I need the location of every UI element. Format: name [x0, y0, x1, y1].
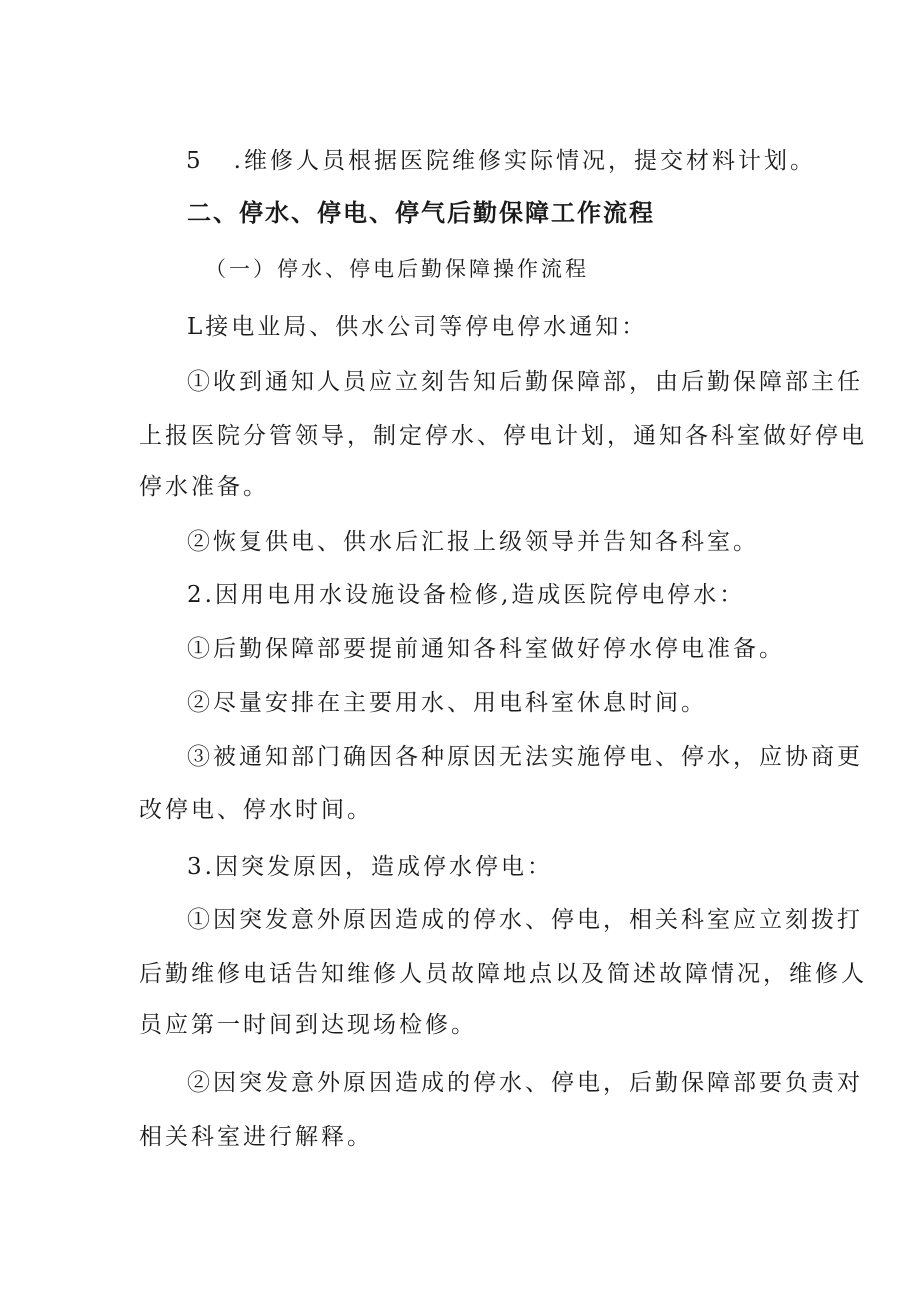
step-3-title: 3.因突发原因，造成停水停电：: [187, 854, 553, 880]
section-2-title: 二、停水、停电、停气后勤保障工作流程: [187, 199, 655, 227]
item-5: [186, 146, 816, 176]
step-1-title: L接电业局、供水公司等停电停水通知：: [187, 314, 648, 340]
step-1-a-line-3: 停水准备。: [139, 474, 269, 500]
step-3-b-line-1: ②因突发意外原因造成的停水、停电，后勤保障部要负责对: [187, 1070, 863, 1096]
step-2-c-line-1: ③被通知部门确因各种原因无法实施停电、停水，应协商更: [187, 744, 863, 770]
step-3-a-line-3: 员应第一时间到达现场检修。: [139, 1012, 477, 1038]
item-5-text: .维修人员根据医院维修实际情况，提交材料计划。: [233, 148, 816, 174]
step-2-c-line-2: 改停电、停水时间。: [139, 797, 373, 823]
item-5-number: 5: [186, 148, 204, 174]
step-1-a-line-2: 上报医院分管领导，制定停水、停电计划，通知各科室做好停电: [139, 423, 867, 449]
subsection-1-title: （一）停水、停电后勤保障操作流程: [205, 257, 589, 281]
step-2-title: 2.因用电用水设施设备检修,造成医院停电停水：: [187, 582, 746, 608]
step-2-b: ②尽量安排在主要用水、用电科室休息时间。: [187, 690, 707, 716]
step-3-a-line-1: ①因突发意外原因造成的停水、停电，相关科室应立刻拨打: [187, 907, 863, 933]
step-1-b: ②恢复供电、供水后汇报上级领导并告知各科室。: [187, 529, 759, 555]
step-3-b-line-2: 相关科室进行解释。: [139, 1124, 373, 1150]
step-2-a: ①后勤保障部要提前通知各科室做好停水停电准备。: [187, 636, 785, 662]
step-3-a-line-2: 后勤维修电话告知维修人员故障地点以及简述故障情况，维修人: [139, 961, 867, 987]
step-1-a-line-1: ①收到通知人员应立刻告知后勤保障部，由后勤保障部主任: [187, 369, 863, 395]
